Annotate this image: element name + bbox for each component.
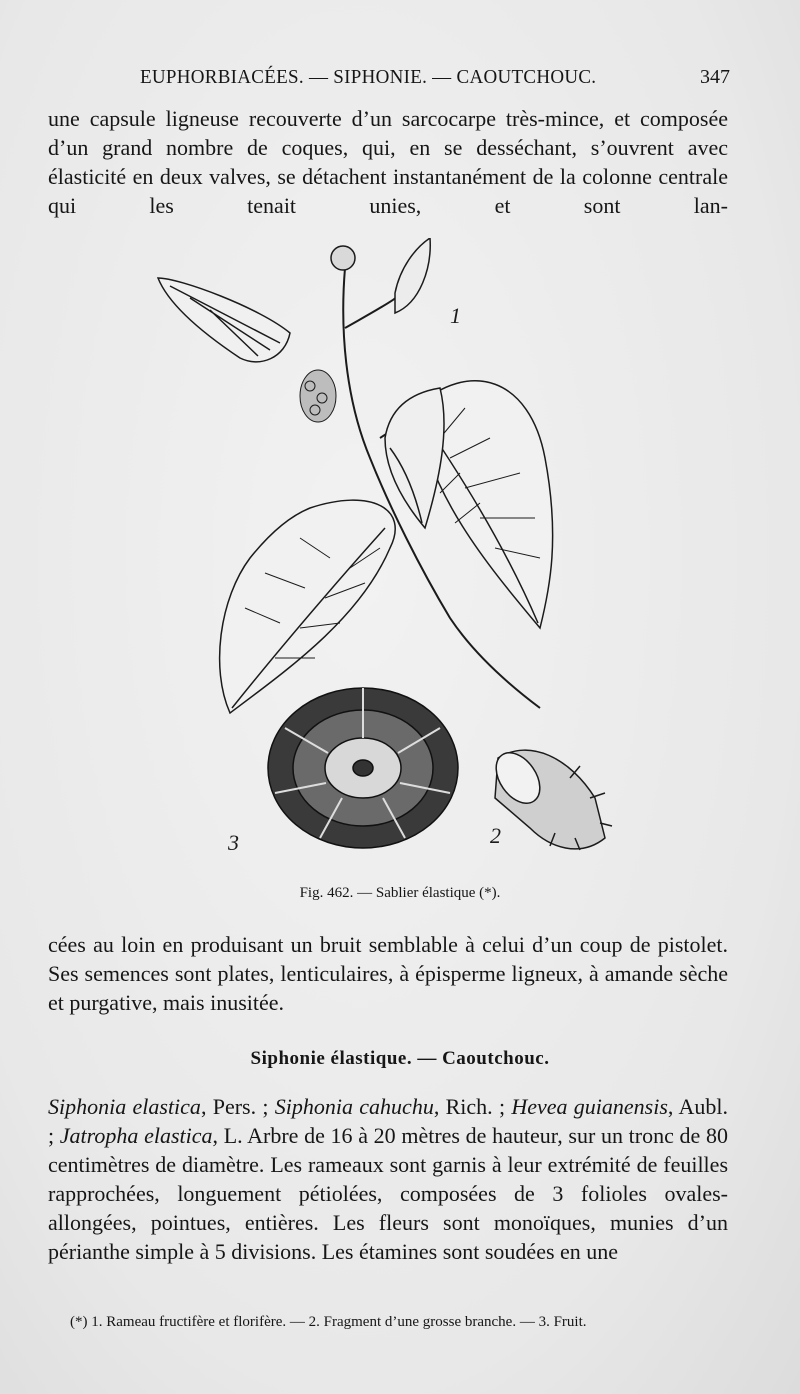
description-text: , L. Arbre de 16 à 20 mètres de hauteur, sur un tronc de 80 centimètres de diamètre. Les rameaux sont garnis à leur extrémité de feuilles rapprochées, longuement pétiolées, composées de 3 folioles ovales-allongées, pointues, entières. Les fleurs sont monoïques, munies d’un périanthe simple à 5 divisions. Les étamines sont soudées en une — [48, 1123, 728, 1264]
branch-fragment — [487, 745, 612, 850]
authority-2: , Rich. ; — [433, 1094, 512, 1119]
bud-leaf — [395, 238, 430, 313]
figure-label-3: 3 — [228, 830, 239, 855]
paragraph-3 — [48, 1092, 728, 1266]
figure-caption: Fig. 462. — Sablier élastique (*). — [299, 885, 501, 901]
species-name-1: Siphonia elastica — [48, 1094, 201, 1119]
page-number: 347 — [700, 66, 730, 88]
paragraph-2: cées au loin en produisant un bruit semblable à celui d’un coup de pistolet. Ses semences sont plates, lenticulaires, à épisperme ligneux, à amande sèche et purgative, mais inusitée. — [48, 932, 728, 1015]
section-title: Siphonie élastique. — Caoutchouc. — [250, 1048, 550, 1069]
leaf-left — [220, 500, 396, 713]
species-name-4: Jatropha elastica — [59, 1123, 213, 1148]
flower-bud — [331, 246, 355, 270]
leaf-upper — [385, 388, 444, 528]
footnote: (*) 1. Rameau fructifère et florifère. — 2. Fragment d’une grosse branche. — 3. Fruit. — [70, 1314, 587, 1330]
inflorescence — [300, 370, 336, 422]
running-title: EUPHORBIACÉES. — SIPHONIE. — CAOUTCHOUC. — [140, 66, 597, 88]
figure-label-2: 2 — [490, 823, 501, 848]
page-header — [100, 66, 730, 94]
fruit-pumpkin — [268, 688, 458, 848]
botanical-illustration — [150, 238, 620, 878]
species-name-2: Siphonia cahuchu — [274, 1094, 434, 1119]
figure-label-1: 1 — [450, 303, 461, 328]
authority-3: , Aubl. ; — [48, 1094, 728, 1148]
fruit-capsule-top — [158, 278, 290, 362]
authority-1: , Pers. ; — [200, 1094, 275, 1119]
paragraph-1: une capsule ligneuse recouverte d’un sarcocarpe très-mince, et composée d’un grand nombre de coques, qui, en se desséchant, s’ouvrent avec élasticité en deux valves, se détachent instantanément de la colonne centrale qui les tenait unies, et sont lan- — [48, 106, 728, 218]
species-name-3: Hevea guianensis — [511, 1094, 668, 1119]
